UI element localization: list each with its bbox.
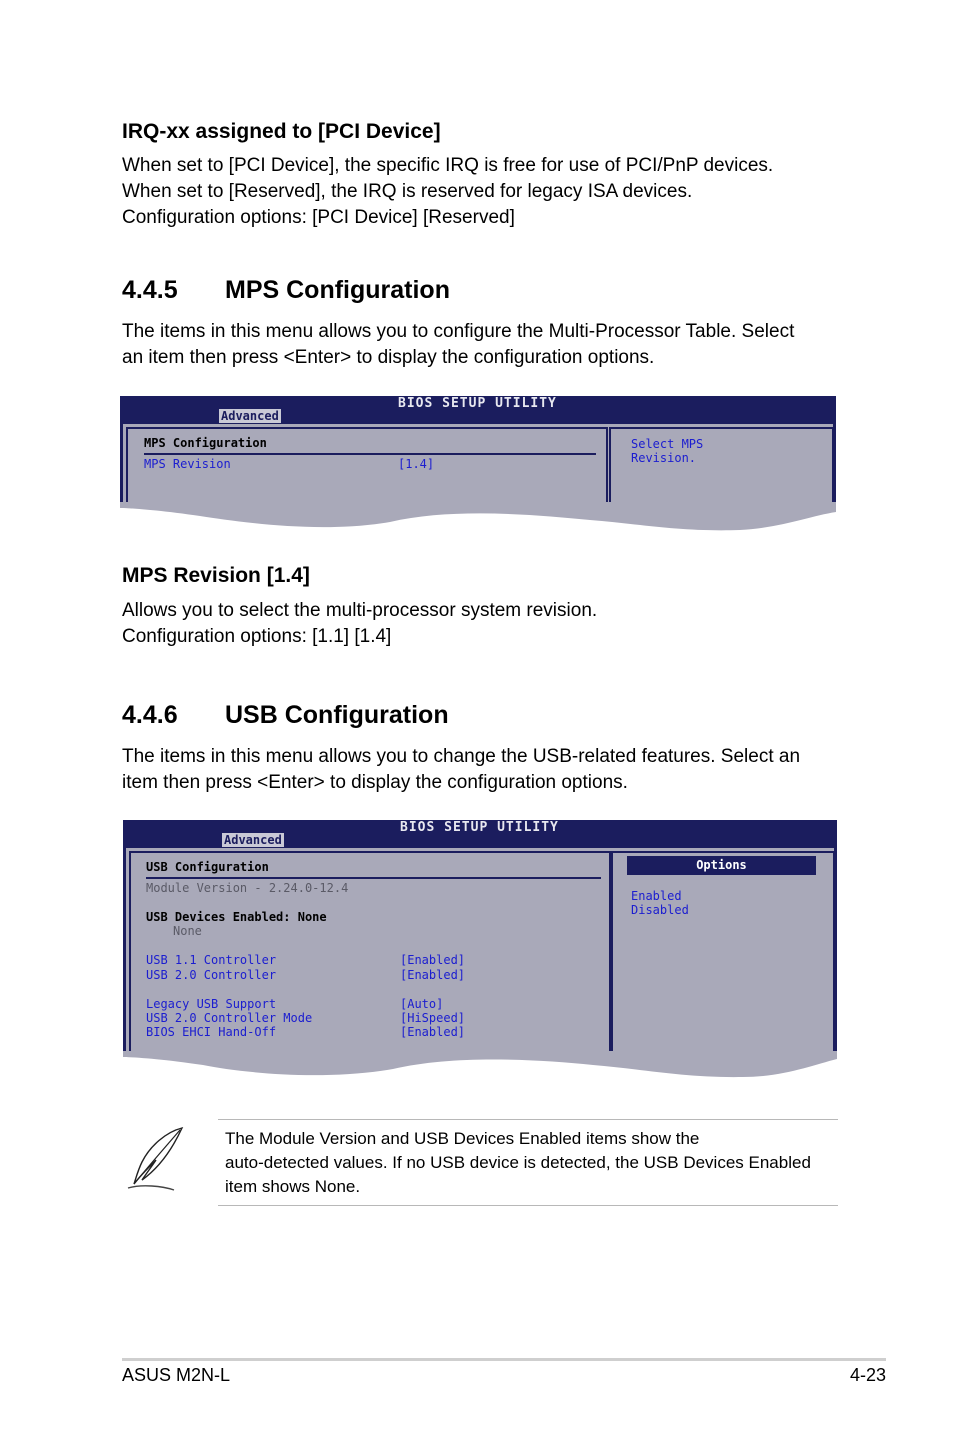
help-line: Select MPS (631, 437, 704, 451)
bios-screen-mps (120, 396, 836, 504)
bios-body (123, 848, 837, 1053)
bios-main-pane (126, 427, 608, 506)
footer-product: ASUS M2N-L (122, 1365, 231, 1385)
irq-line: Configuration options: [PCI Device] [Reserved] (122, 207, 515, 228)
quill-pen-icon (122, 1124, 188, 1194)
note-line: item shows None. (225, 1177, 361, 1196)
section-title: MPS Configuration (225, 276, 450, 304)
footer-rule (122, 1358, 886, 1361)
mps-revision-heading: MPS Revision [1.4] (122, 564, 310, 587)
bios-utility-title: BIOS SETUP UTILITY (398, 396, 557, 411)
usb20-controller-value[interactable]: [Enabled] (400, 968, 466, 982)
intro-line: item then press <Enter> to display the configuration options. (122, 772, 628, 793)
menu-title: USB Configuration (146, 860, 269, 874)
bios-ehci-handoff-value[interactable]: [Enabled] (400, 1025, 466, 1039)
bios-torn-edge (120, 502, 836, 532)
module-version: Module Version - 2.24.0-12.4 (146, 881, 349, 895)
note-line: auto-detected values. If no USB device is detected, the USB Devices Enabled (225, 1153, 811, 1172)
options-header: Options (627, 856, 816, 875)
tab-advanced[interactable]: Advanced (224, 833, 282, 847)
note-top-rule (218, 1119, 838, 1120)
usb-devices-enabled: USB Devices Enabled: None (146, 910, 327, 924)
mps-intro (122, 319, 842, 371)
legacy-usb-support-item[interactable]: Legacy USB Support (146, 997, 277, 1011)
note-bottom-rule (218, 1205, 838, 1206)
footer-page-number: 4-23 (849, 1365, 886, 1385)
legacy-usb-support-value[interactable]: [Auto] (400, 997, 444, 1011)
option-enabled[interactable]: Enabled (631, 889, 682, 903)
bios-options-pane (611, 851, 835, 1055)
title-underline (146, 877, 601, 879)
usb-intro (122, 744, 842, 796)
usb20-controller-mode-value[interactable]: [HiSpeed] (400, 1011, 466, 1025)
help-line: Revision. (631, 451, 697, 465)
mps-section-heading (122, 276, 450, 305)
irq-line: When set to [Reserved], the IRQ is reserved for legacy ISA devices. (122, 181, 693, 202)
usb11-controller-item[interactable]: USB 1.1 Controller (146, 953, 277, 967)
bios-ehci-handoff-item[interactable]: BIOS EHCI Hand-Off (146, 1025, 277, 1039)
note-line: The Module Version and USB Devices Enabled items show the (225, 1129, 700, 1148)
bios-title-bar (120, 396, 836, 424)
bios-screen-usb (123, 820, 837, 1053)
mps-revision-value[interactable]: [1.4] (398, 457, 435, 471)
intro-line: an item then press <Enter> to display the configuration options. (122, 347, 655, 368)
usb20-controller-mode-item[interactable]: USB 2.0 Controller Mode (146, 1011, 313, 1025)
usb11-controller-value[interactable]: [Enabled] (400, 953, 466, 967)
description-line: Configuration options: [1.1] [1.4] (122, 626, 392, 647)
intro-line: The items in this menu allows you to configure the Multi-Processor Table. Select (122, 321, 795, 342)
section-number: 4.4.5 (122, 276, 178, 304)
bios-utility-title: BIOS SETUP UTILITY (400, 820, 559, 835)
note-text (225, 1127, 835, 1199)
option-disabled[interactable]: Disabled (631, 903, 689, 917)
mps-revision-item[interactable]: MPS Revision (144, 457, 231, 471)
irq-line: When set to [PCI Device], the specific IRQ is free for use of PCI/PnP devices. (122, 155, 774, 176)
mps-revision-description (122, 598, 842, 650)
section-number: 4.4.6 (122, 701, 178, 729)
tab-advanced[interactable]: Advanced (221, 409, 279, 423)
bios-help-pane (609, 427, 834, 506)
menu-title: MPS Configuration (144, 436, 267, 450)
bios-main-pane (129, 851, 611, 1055)
bios-title-bar (123, 820, 837, 848)
irq-heading: IRQ-xx assigned to [PCI Device] (122, 120, 441, 143)
irq-description (122, 153, 842, 231)
description-line: Allows you to select the multi-processor system revision. (122, 600, 598, 621)
bios-body (120, 424, 836, 504)
usb-section-heading (122, 701, 449, 730)
usb20-controller-item[interactable]: USB 2.0 Controller (146, 968, 277, 982)
intro-line: The items in this menu allows you to change the USB-related features. Select an (122, 746, 801, 767)
usb-devices-value: None (173, 924, 202, 938)
bios-torn-edge (123, 1051, 837, 1081)
title-underline (144, 453, 596, 455)
section-title: USB Configuration (225, 701, 449, 729)
